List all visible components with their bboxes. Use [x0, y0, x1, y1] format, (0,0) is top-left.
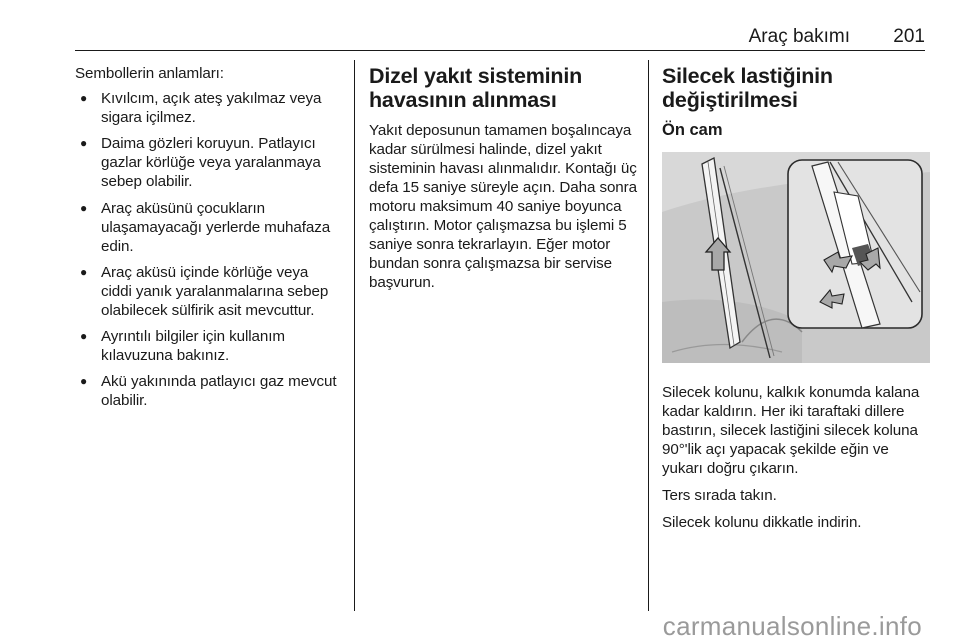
column-1 [75, 64, 343, 418]
symbols-lead: Sembollerin anlamları: [75, 65, 224, 82]
list-item: ● Akü yakınında patlayıcı gaz mevcut olabilir. [75, 372, 343, 410]
page-number: 201 [893, 26, 925, 47]
page-header [75, 26, 925, 52]
watermark: carmanualsonline.info [662, 611, 922, 641]
subheading-windscreen: Ön cam [662, 121, 723, 139]
reverse-order-paragraph: Ters sırada takın. [662, 487, 777, 504]
column-divider-2 [648, 60, 649, 611]
diesel-bleeding-paragraph: Yakıt deposunun tamamen boşalıncaya kadar sürülmesi halinde, dizel yakıt sisteminin havası alınmalıdır. Kontağı üç defa 15 saniye süreyle açın. Daha sonra motoru maksimum 40 saniye boyunca çalıştırın. Motor çalışmazsa bu işlemi 5 saniye sonra tekrarlayın. Eğer motor bundan sonra çalışmazsa bir servise başvurun. [369, 122, 637, 291]
wiper-instructions-paragraph: Silecek kolunu, kalkık konumda kalana kadar kaldırın. Her iki taraftaki dillere bastırın, silecek lastiğini silecek koluna 90°'lik açı yapacak şekilde eğin ve yukarı doğru çıkarın. [662, 384, 920, 477]
list-item: ● Araç aküsü içinde körlüğe veya ciddi yanık yaralanmalarına sebep olabilecek sülfirik asit mevcuttur. [75, 263, 343, 320]
wiper-blade-illustration [662, 152, 930, 363]
symbol-meanings-list [75, 89, 343, 410]
column-2 [369, 64, 637, 300]
list-item: ● Ayrıntılı bilgiler için kullanım kılavuzuna bakınız. [75, 327, 343, 365]
section-heading-diesel-bleeding: Dizel yakıt sisteminin havasının alınması [369, 64, 583, 112]
list-item: ● Kıvılcım, açık ateş yakılmaz veya sigara içilmez. [75, 89, 343, 127]
page-section-title: Araç bakımı [748, 26, 850, 47]
header-divider [75, 50, 925, 51]
list-item: ● Araç aküsünü çocukların ulaşamayacağı yerlerde muhafaza edin. [75, 199, 343, 256]
column-divider-1 [354, 60, 355, 611]
column-3 [662, 64, 930, 540]
lower-arm-paragraph: Silecek kolunu dikkatle indirin. [662, 514, 862, 531]
detail-inset [788, 160, 922, 328]
section-heading-wiper-blade: Silecek lastiğinin değiştirilmesi [662, 64, 833, 112]
list-item: ● Daima gözleri koruyun. Patlayıcı gazlar körlüğe veya yaralanmaya sebep olabilir. [75, 134, 343, 191]
